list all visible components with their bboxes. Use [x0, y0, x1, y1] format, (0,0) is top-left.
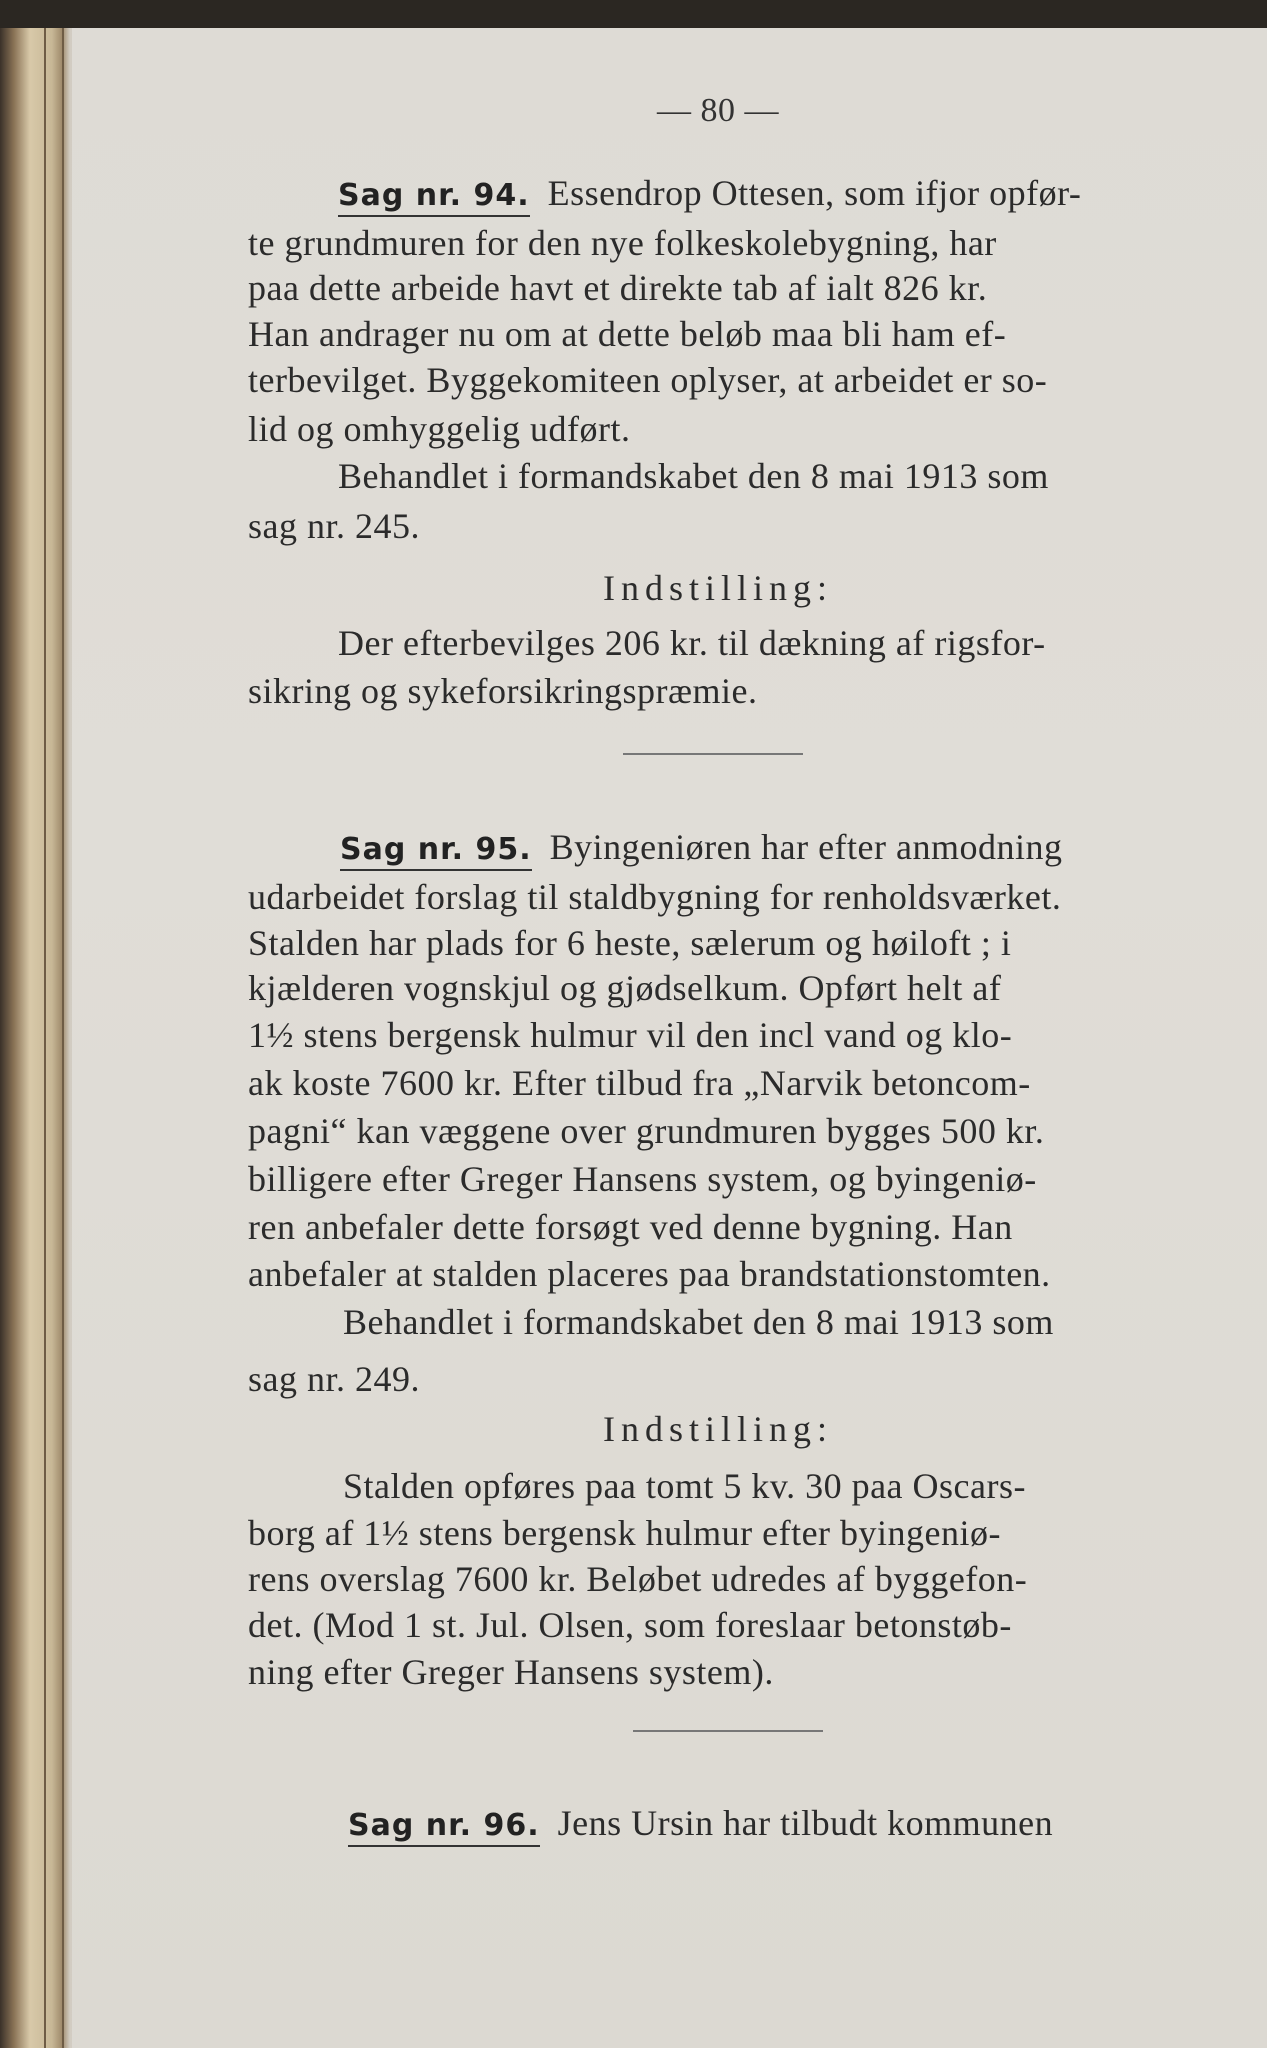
case-94-line: te grundmuren for den nye folkeskolebygning, har [248, 223, 997, 263]
case-94-line: Behandlet i formandskabet den 8 mai 1913 som [338, 456, 1049, 496]
case-95-label: Sag nr. 95. [340, 832, 532, 871]
page-number: — 80 — [657, 92, 779, 129]
case-95-line: billigere efter Greger Hansens system, og byingeniø- [248, 1159, 1037, 1199]
case-95-recommendation: ning efter Greger Hansens system). [248, 1652, 774, 1692]
case-95-line: ren anbefaler dette forsøgt ved denne bygning. Han [248, 1207, 1013, 1247]
case-95-recommendation: rens overslag 7600 kr. Beløbet udredes af byggefon- [248, 1559, 1028, 1599]
case-95-line: sag nr. 249. [248, 1359, 420, 1399]
scan-top-border [0, 0, 1267, 28]
case-94-line: paa dette arbeide havt et direkte tab af ialt 826 kr. [248, 268, 988, 308]
section-separator [623, 753, 803, 755]
case-94-recommendation: sikring og sykeforsikringspræmie. [248, 671, 758, 711]
case-95-line: Stalden har plads for 6 heste, sælerum og høiloft ; i [248, 923, 1012, 963]
case-95-line: kjælderen vognskjul og gjødselkum. Opført helt af [248, 968, 1002, 1008]
case-95-line: pagni“ kan væggene over grundmuren bygges 500 kr. [248, 1111, 1045, 1151]
case-94-heading: Indstilling: [602, 568, 833, 608]
case-95-line: udarbeidet forslag til staldbygning for renholdsværket. [248, 877, 1062, 917]
case-94-line-1: Sag nr. 94. Essendrop Ottesen, som ifjor opfør- [338, 172, 1081, 217]
case-95-line: anbefaler at stalden placeres paa brandstationstomten. [248, 1254, 1051, 1294]
case-94-label: Sag nr. 94. [338, 178, 530, 217]
case-96-label: Sag nr. 96. [348, 1808, 540, 1847]
case-94-line: Han andrager nu om at dette beløb maa bli ham ef- [248, 314, 1007, 354]
case-95-heading: Indstilling: [602, 1409, 833, 1449]
case-95-recommendation: borg af 1½ stens bergensk hulmur efter byingeniø- [248, 1513, 1002, 1553]
case-95-recommendation: Stalden opføres paa tomt 5 kv. 30 paa Oscars- [343, 1466, 1026, 1506]
case-94-recommendation: Der efterbevilges 206 kr. til dækning af rigsfor- [338, 623, 1046, 663]
book-spine-line [62, 28, 64, 2048]
case-96-line-1: Sag nr. 96. Jens Ursin har tilbudt kommunen [348, 1802, 1053, 1847]
case-95-line: 1½ stens bergensk hulmur vil den incl vand og klo- [248, 1015, 1013, 1055]
case-95-line: ak koste 7600 kr. Efter tilbud fra „Narvik betoncom- [248, 1063, 1031, 1103]
case-95-recommendation: det. (Mod 1 st. Jul. Olsen, som foreslaar betonstøb- [248, 1605, 1012, 1645]
book-spine-line [44, 28, 46, 2048]
case-95-line-1: Sag nr. 95. Byingeniøren har efter anmodning [340, 826, 1063, 871]
case-94-line: terbevilget. Byggekomiteen oplyser, at arbeidet er so- [248, 360, 1048, 400]
case-94-line: sag nr. 245. [248, 506, 420, 546]
section-separator [633, 1730, 823, 1732]
case-94-line: lid og omhyggelig udført. [248, 409, 631, 449]
case-95-line: Behandlet i formandskabet den 8 mai 1913 som [343, 1302, 1054, 1342]
